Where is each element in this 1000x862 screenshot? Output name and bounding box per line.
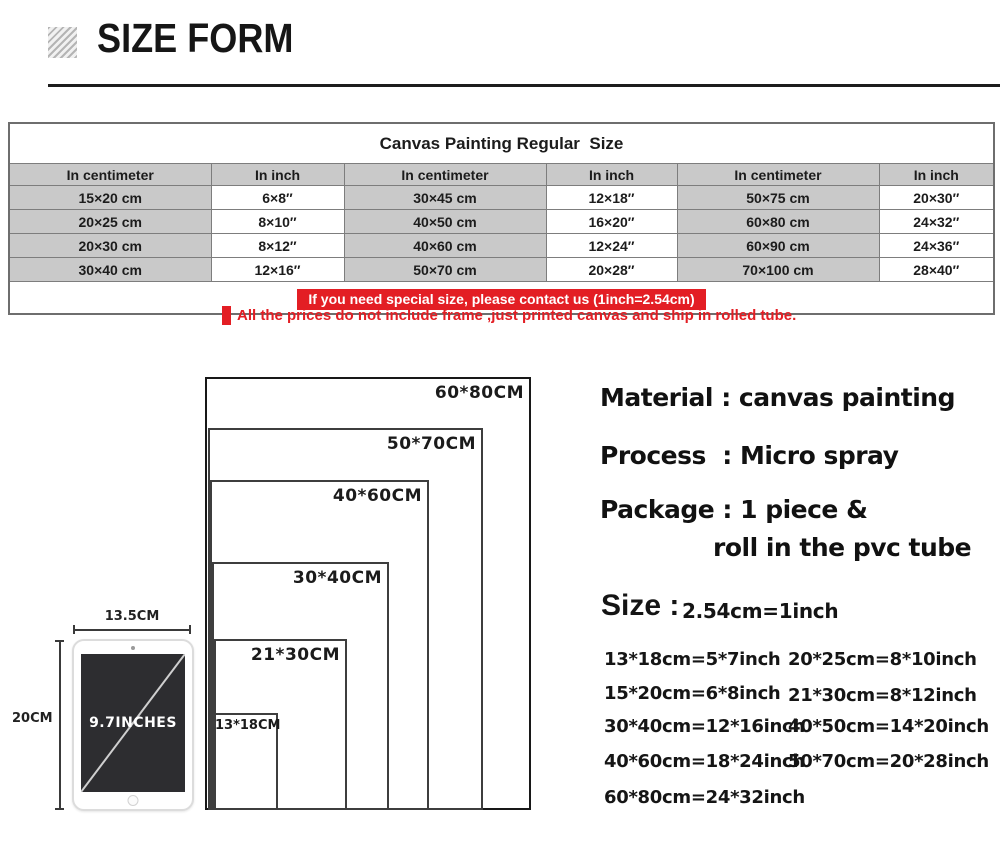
cell-inch: 12×16″	[211, 258, 344, 282]
table-title-row	[9, 123, 994, 164]
width-measure-line	[73, 629, 191, 631]
size-rect-13x18	[208, 713, 281, 810]
camera-dot-icon	[131, 646, 135, 650]
price-note	[222, 306, 796, 325]
tablet-screen-size-label: 9.7INCHES	[89, 715, 177, 731]
tablet-screen	[81, 654, 185, 792]
table-header-row	[9, 164, 994, 186]
cell-cm: 60×80 cm	[677, 210, 879, 234]
home-button-icon	[128, 795, 139, 806]
red-bar-icon	[222, 306, 231, 325]
conversion-item: 60*80cm=24*32inch	[604, 787, 805, 808]
size-heading: Size :	[601, 589, 688, 622]
column-header: In centimeter	[677, 164, 879, 186]
conversion-item: 50*70cm=20*28inch	[788, 751, 989, 772]
size-rect-label: 13*18CM	[215, 718, 281, 733]
column-header: In inch	[211, 164, 344, 186]
cell-cm: 30×40 cm	[9, 258, 211, 282]
cell-inch: 6×8″	[211, 186, 344, 210]
page-title: SIZE FORM	[97, 15, 294, 61]
conversion-item: 40*50cm=14*20inch	[788, 716, 989, 737]
tablet-width-label: 13.5CM	[104, 609, 160, 624]
column-header: In inch	[546, 164, 677, 186]
cell-inch: 8×10″	[211, 210, 344, 234]
cell-cm: 40×60 cm	[344, 234, 546, 258]
cell-inch: 20×28″	[546, 258, 677, 282]
table-row	[9, 258, 994, 282]
table-row	[9, 210, 994, 234]
size-rect-label: 50*70CM	[386, 434, 476, 454]
size-conversion-note: 2.54cm=1inch	[682, 599, 839, 623]
cell-inch: 20×30″	[879, 186, 994, 210]
column-header: In centimeter	[344, 164, 546, 186]
cell-inch: 24×32″	[879, 210, 994, 234]
cell-cm: 50×75 cm	[677, 186, 879, 210]
size-table	[8, 122, 993, 315]
size-rect-label: 40*60CM	[332, 486, 422, 506]
cell-cm: 30×45 cm	[344, 186, 546, 210]
package-line-2: roll in the pvc tube	[713, 533, 972, 562]
cell-inch: 12×18″	[546, 186, 677, 210]
hatched-square-icon	[48, 27, 77, 58]
material-line: Material : canvas painting	[600, 383, 955, 412]
header-divider	[48, 84, 1000, 87]
cell-cm: 60×90 cm	[677, 234, 879, 258]
cell-cm: 40×50 cm	[344, 210, 546, 234]
tablet-height-label: 20CM	[12, 711, 53, 726]
table-title: Canvas Painting Regular Size	[9, 123, 994, 164]
size-rect-label: 30*40CM	[292, 568, 382, 588]
cell-inch: 28×40″	[879, 258, 994, 282]
process-line: Process : Micro spray	[600, 441, 899, 470]
height-measure-line	[59, 640, 61, 810]
price-note-text: All the prices do not include frame ,just printed canvas and ship in rolled tube.	[237, 307, 797, 324]
conversion-item: 15*20cm=6*8inch	[604, 683, 781, 704]
cell-inch: 12×24″	[546, 234, 677, 258]
tablet-illustration	[72, 639, 194, 811]
size-rect-label: 21*30CM	[250, 645, 340, 665]
conversion-item: 21*30cm=8*12inch	[788, 685, 977, 706]
table-row	[9, 186, 994, 210]
cell-cm: 50×70 cm	[344, 258, 546, 282]
size-diagram	[205, 377, 532, 810]
conversion-item: 40*60cm=18*24inch	[604, 751, 805, 772]
column-header: In inch	[879, 164, 994, 186]
cell-cm: 20×25 cm	[9, 210, 211, 234]
conversion-item: 30*40cm=12*16inch	[604, 716, 805, 737]
cell-inch: 8×12″	[211, 234, 344, 258]
cell-cm: 70×100 cm	[677, 258, 879, 282]
special-size-banner: If you need special size, please contact us (1inch=2.54cm)	[297, 289, 705, 310]
cell-inch: 24×36″	[879, 234, 994, 258]
package-line: Package : 1 piece &	[600, 495, 868, 524]
cell-cm: 20×30 cm	[9, 234, 211, 258]
cell-inch: 16×20″	[546, 210, 677, 234]
conversion-item: 13*18cm=5*7inch	[604, 649, 781, 670]
conversion-item: 20*25cm=8*10inch	[788, 649, 977, 670]
cell-cm: 15×20 cm	[9, 186, 211, 210]
table-row	[9, 234, 994, 258]
column-header: In centimeter	[9, 164, 211, 186]
size-rect-label: 60*80CM	[434, 383, 524, 403]
